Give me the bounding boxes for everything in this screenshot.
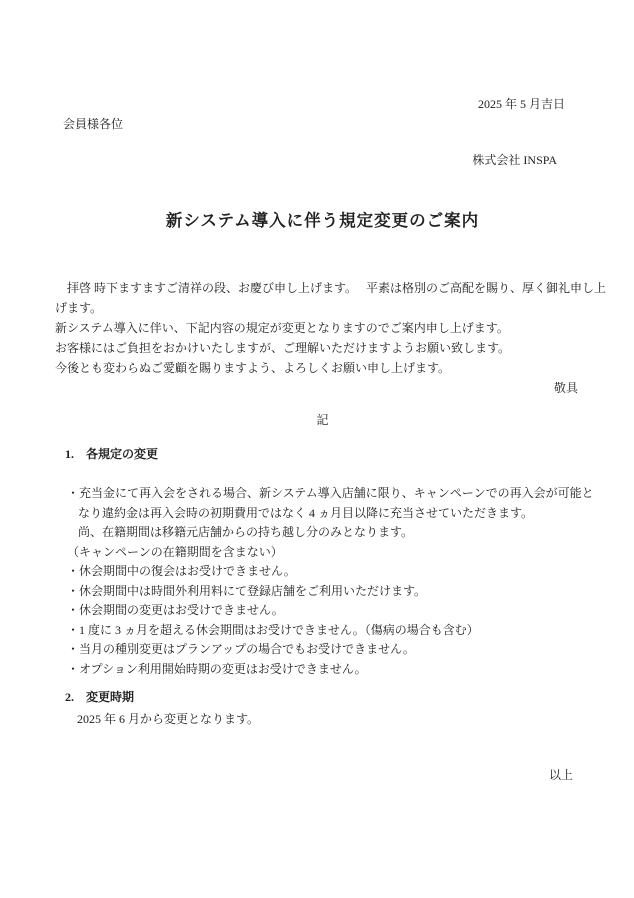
rule-line-9: ・当月の種別変更はプランアップの場合でもお受けできません。 [67, 642, 415, 656]
recipient-line: 会員様各位 [63, 117, 124, 131]
rule-line-6: ・休会期間中は時間外利用料にて登録店舗をご利用いただけます。 [67, 583, 427, 598]
greeting-line-1: 拝啓 時下ますますご清祥の段、お慶び申し上げます。 平素は格別のご高配を賜り、厚く御礼申し上 [55, 281, 607, 295]
section-2-body: 2025 年 6 月から変更となります。 [77, 712, 260, 726]
section-1-number: 1. [65, 447, 74, 461]
greeting-line-4: お客様にはご負担をおかけいたしますが、ご理解いただけますようお願い致します。 [55, 341, 511, 355]
greeting-line-3: 新システム導入に伴い、下記内容の規定が変更となりますのでご案内申し上げます。 [55, 321, 509, 335]
greeting-paragraph [55, 278, 607, 378]
closing-keigu: 敬具 [553, 381, 578, 395]
rule-line-1: ・充当金にて再入会をされる場合、新システム導入店舗に限り、キャンペーンでの再入会が可能と [67, 486, 594, 500]
section-2-heading [55, 689, 590, 705]
record-marker: 記 [316, 413, 329, 427]
greeting-line-5: 今後とも変わらぬご愛顧を賜りますよう、よろしくお願い申し上げます。 [55, 361, 451, 375]
rule-line-7: ・休会期間の変更はお受けできません。 [67, 603, 284, 617]
sender-line: 株式会社 INSPA [472, 153, 557, 167]
date-line: 2025 年 5 月吉日 [477, 97, 565, 111]
document-title: 新システム導入に伴う規定変更のご案内 [165, 211, 480, 230]
section-1-title: 各規定の変更 [86, 447, 159, 461]
rule-line-8: ・1 度に 3 ヵ月を超える休会期間はお受けできません。（傷病の場合も含む） [67, 622, 479, 637]
greeting-line-2: げます。 [55, 301, 103, 315]
section-2-number: 2. [65, 690, 74, 704]
rules-list [55, 484, 594, 679]
section-1-heading [55, 446, 590, 462]
rule-line-10: ・オプション利用開始時期の変更はお受けできません。 [67, 661, 367, 676]
rule-line-5: ・休会期間中の復会はお受けできません。 [67, 564, 296, 578]
rule-line-2: なり違約金は再入会時の初期費用ではなく 4 ヵ月目以降に充当させていただきます。 [78, 505, 534, 520]
end-marker: 以上 [548, 768, 573, 782]
rule-line-3: 尚、在籍期間は移籍元店舗からの持ち越し分のみとなります。 [78, 525, 414, 539]
section-2-title: 変更時期 [86, 690, 135, 704]
rule-line-4: （キャンペーンの在籍期間を含まない） [67, 544, 283, 559]
